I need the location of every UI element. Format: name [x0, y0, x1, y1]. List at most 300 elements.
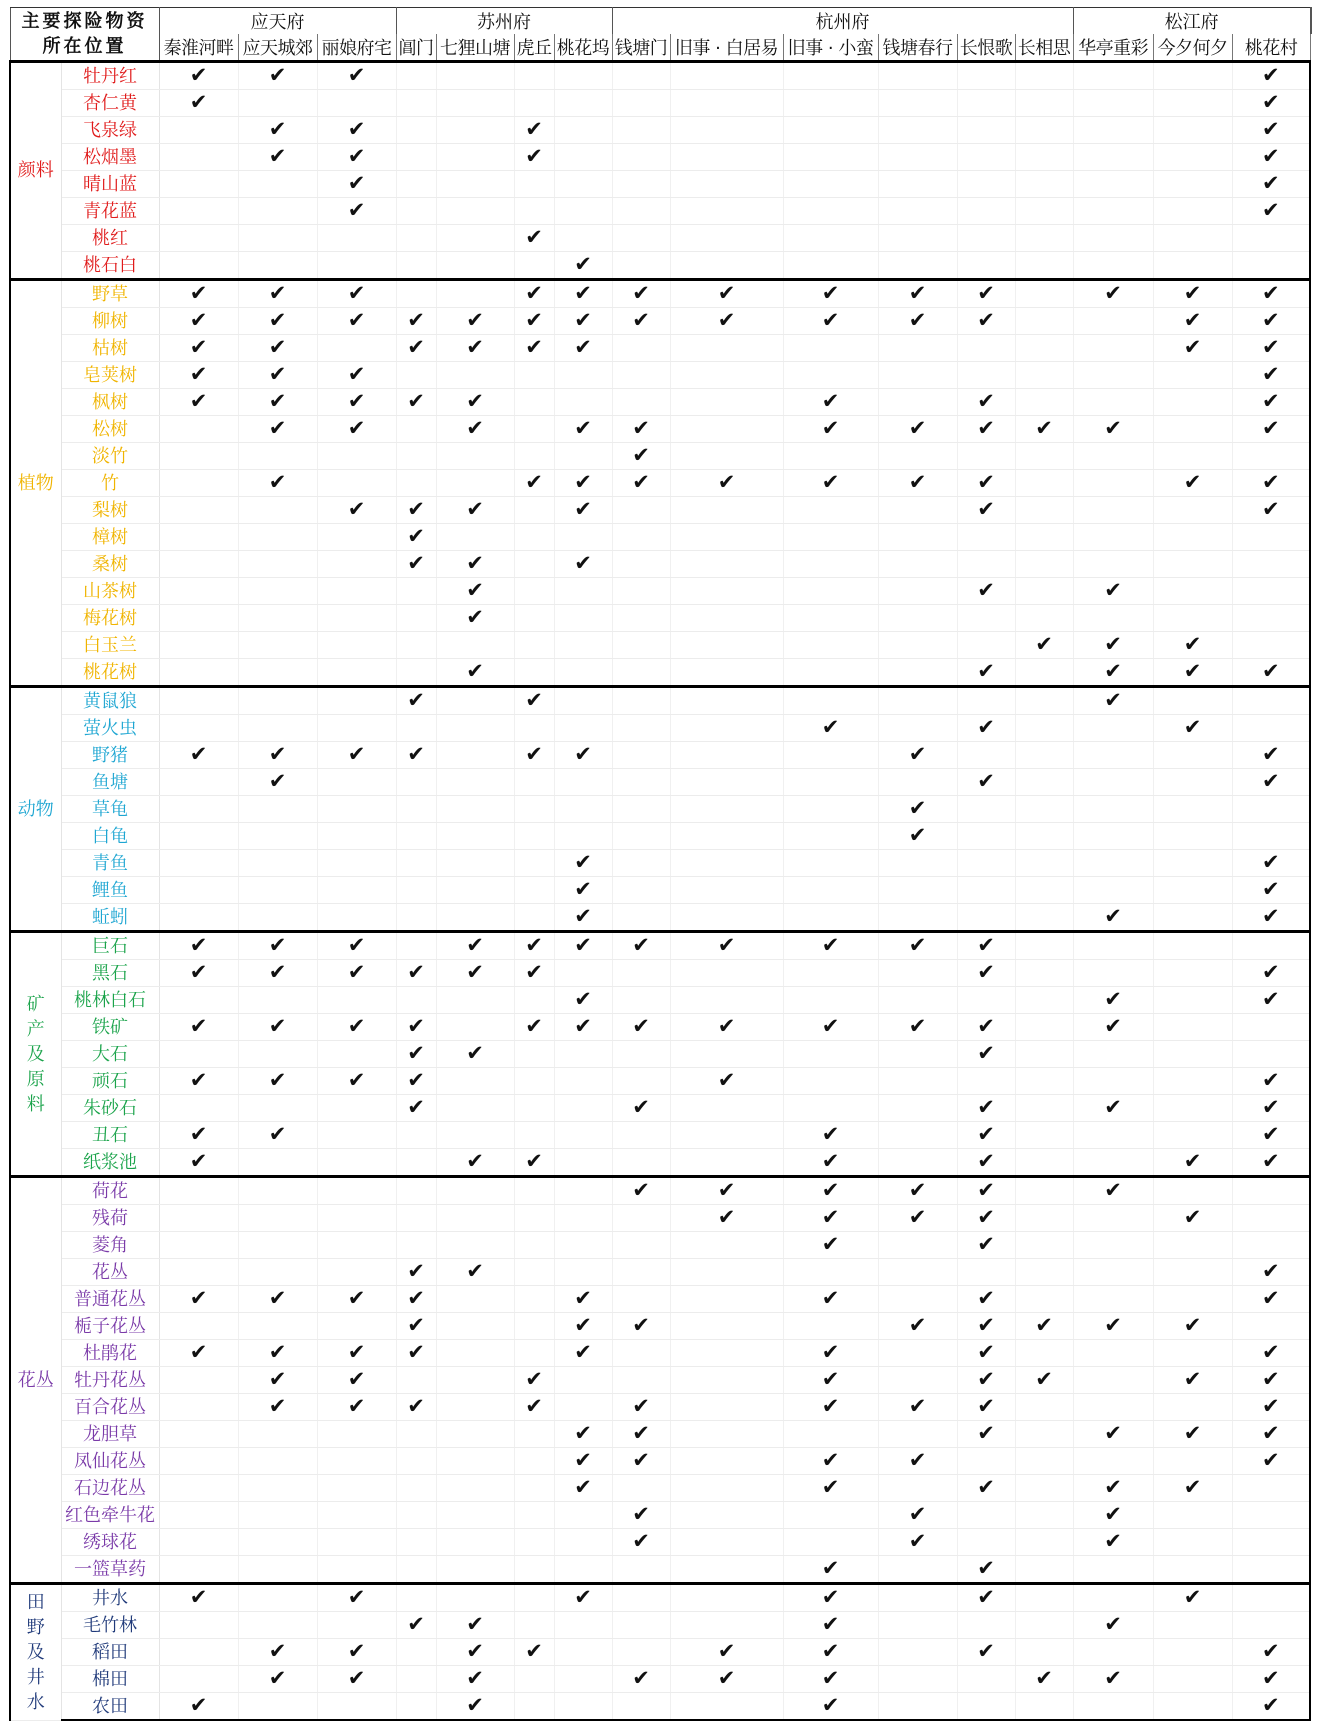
- check-mark-icon: ✔: [1183, 281, 1202, 305]
- availability-cell: [1153, 1367, 1232, 1394]
- availability-cell: [317, 987, 396, 1014]
- availability-cell: [783, 198, 878, 225]
- availability-cell: [317, 578, 396, 605]
- check-mark-icon: ✔: [574, 1286, 592, 1310]
- availability-cell: [670, 198, 783, 225]
- check-mark-icon: ✔: [268, 144, 287, 168]
- availability-cell: [1232, 1502, 1310, 1529]
- availability-cell: [1015, 1529, 1073, 1556]
- check-mark-icon: ✔: [347, 933, 366, 957]
- availability-cell: [1153, 524, 1232, 551]
- availability-cell: [436, 1556, 514, 1584]
- availability-cell: [1015, 335, 1073, 362]
- availability-cell: [1073, 1122, 1153, 1149]
- availability-cell: [1232, 1232, 1310, 1259]
- availability-cell: [436, 308, 514, 335]
- check-mark-icon: ✔: [1104, 281, 1122, 305]
- availability-cell: [783, 687, 878, 715]
- location-header: 钱塘门: [612, 34, 670, 62]
- check-mark-icon: ✔: [908, 308, 927, 332]
- check-mark-icon: ✔: [632, 1095, 650, 1119]
- location-header: 桃花村: [1232, 34, 1310, 62]
- check-mark-icon: ✔: [574, 933, 592, 957]
- availability-cell: [436, 904, 514, 932]
- check-mark-icon: ✔: [977, 1313, 995, 1337]
- table-row: [10, 551, 1312, 578]
- check-mark-icon: ✔: [1183, 659, 1202, 683]
- availability-cell: [436, 1068, 514, 1095]
- availability-cell: [238, 362, 317, 389]
- availability-cell: [1153, 280, 1232, 308]
- check-mark-icon: ✔: [347, 497, 366, 521]
- check-mark-icon: ✔: [1104, 1313, 1122, 1337]
- item-name: 柳树: [61, 308, 159, 335]
- check-mark-icon: ✔: [1183, 1585, 1202, 1609]
- check-mark-icon: ✔: [908, 416, 927, 440]
- category-label: 颜料: [10, 62, 61, 280]
- availability-cell: [238, 144, 317, 171]
- availability-cell: [159, 1584, 238, 1612]
- availability-cell: [1015, 850, 1073, 877]
- availability-cell: [159, 225, 238, 252]
- availability-cell: [783, 578, 878, 605]
- availability-cell: [1015, 362, 1073, 389]
- table-row: [10, 960, 1312, 987]
- availability-cell: [878, 198, 957, 225]
- availability-cell: [396, 850, 436, 877]
- availability-cell: [554, 769, 612, 796]
- availability-cell: [554, 1529, 612, 1556]
- availability-cell: [554, 605, 612, 632]
- availability-cell: [878, 1068, 957, 1095]
- availability-cell: [1232, 225, 1310, 252]
- availability-cell: [554, 632, 612, 659]
- location-header: 长恨歌: [957, 34, 1015, 62]
- availability-cell: [612, 280, 670, 308]
- availability-cell: [1015, 1584, 1073, 1612]
- availability-cell: [670, 659, 783, 687]
- availability-cell: [317, 389, 396, 416]
- check-mark-icon: ✔: [347, 281, 366, 305]
- availability-cell: [1232, 578, 1310, 605]
- availability-cell: [1015, 198, 1073, 225]
- availability-cell: [1073, 578, 1153, 605]
- check-mark-icon: ✔: [268, 1340, 287, 1364]
- availability-cell: [1153, 932, 1232, 960]
- availability-cell: [159, 1177, 238, 1205]
- availability-cell: [436, 1232, 514, 1259]
- location-header: 钱塘春行: [878, 34, 957, 62]
- availability-cell: [670, 1584, 783, 1612]
- availability-cell: [612, 578, 670, 605]
- availability-cell: [436, 1612, 514, 1639]
- availability-cell: [1153, 1639, 1232, 1666]
- availability-cell: [957, 1666, 1015, 1693]
- availability-cell: [396, 715, 436, 742]
- availability-cell: [514, 1394, 554, 1421]
- check-mark-icon: ✔: [1104, 632, 1122, 656]
- check-mark-icon: ✔: [977, 1149, 995, 1173]
- check-mark-icon: ✔: [717, 281, 736, 305]
- availability-cell: [878, 1502, 957, 1529]
- availability-cell: [396, 90, 436, 117]
- check-mark-icon: ✔: [632, 470, 650, 494]
- check-mark-icon: ✔: [821, 281, 840, 305]
- item-name: 牡丹花丛: [61, 1367, 159, 1394]
- availability-cell: [783, 960, 878, 987]
- availability-cell: [514, 1529, 554, 1556]
- table-row: [10, 252, 1312, 280]
- availability-cell: [317, 1448, 396, 1475]
- check-mark-icon: ✔: [821, 933, 840, 957]
- check-mark-icon: ✔: [1262, 416, 1280, 440]
- availability-cell: [1015, 1394, 1073, 1421]
- availability-cell: [957, 1448, 1015, 1475]
- availability-cell: [436, 497, 514, 524]
- availability-cell: [878, 1177, 957, 1205]
- check-mark-icon: ✔: [189, 1286, 208, 1310]
- item-name: 竹: [61, 470, 159, 497]
- availability-cell: [1153, 960, 1232, 987]
- check-mark-icon: ✔: [632, 1529, 650, 1553]
- check-mark-icon: ✔: [1262, 117, 1280, 141]
- check-mark-icon: ✔: [574, 742, 592, 766]
- availability-cell: [612, 144, 670, 171]
- check-mark-icon: ✔: [717, 1666, 736, 1690]
- availability-cell: [1232, 1693, 1310, 1721]
- check-mark-icon: ✔: [717, 1014, 736, 1038]
- availability-cell: [1153, 389, 1232, 416]
- availability-cell: [670, 932, 783, 960]
- check-mark-icon: ✔: [1104, 1095, 1122, 1119]
- availability-cell: [396, 551, 436, 578]
- check-mark-icon: ✔: [407, 1041, 425, 1065]
- table-row: [10, 1177, 1312, 1205]
- availability-cell: [1153, 796, 1232, 823]
- availability-cell: [1073, 198, 1153, 225]
- availability-cell: [783, 443, 878, 470]
- check-mark-icon: ✔: [268, 281, 287, 305]
- availability-cell: [1153, 171, 1232, 198]
- availability-cell: [554, 1367, 612, 1394]
- availability-cell: [238, 659, 317, 687]
- availability-cell: [317, 1666, 396, 1693]
- availability-cell: [396, 443, 436, 470]
- availability-cell: [396, 308, 436, 335]
- check-mark-icon: ✔: [908, 1178, 927, 1202]
- availability-cell: [159, 1340, 238, 1367]
- availability-cell: [670, 1205, 783, 1232]
- check-mark-icon: ✔: [908, 742, 927, 766]
- availability-cell: [317, 1421, 396, 1448]
- availability-cell: [957, 1693, 1015, 1721]
- availability-cell: [957, 659, 1015, 687]
- availability-cell: [957, 362, 1015, 389]
- availability-cell: [670, 252, 783, 280]
- availability-cell: [957, 1149, 1015, 1177]
- availability-cell: [1015, 280, 1073, 308]
- availability-cell: [317, 932, 396, 960]
- availability-cell: [514, 659, 554, 687]
- check-mark-icon: ✔: [189, 389, 208, 413]
- check-mark-icon: ✔: [632, 1178, 650, 1202]
- availability-cell: [957, 90, 1015, 117]
- check-mark-icon: ✔: [1183, 470, 1202, 494]
- availability-cell: [1153, 1259, 1232, 1286]
- availability-cell: [1153, 1421, 1232, 1448]
- availability-cell: [1153, 551, 1232, 578]
- availability-cell: [1232, 1612, 1310, 1639]
- check-mark-icon: ✔: [977, 1475, 995, 1499]
- availability-cell: [612, 1666, 670, 1693]
- check-mark-icon: ✔: [466, 1693, 484, 1717]
- availability-cell: [670, 1286, 783, 1313]
- availability-cell: [238, 1693, 317, 1721]
- availability-cell: [514, 171, 554, 198]
- availability-cell: [783, 62, 878, 90]
- check-mark-icon: ✔: [525, 742, 543, 766]
- availability-cell: [783, 470, 878, 497]
- check-mark-icon: ✔: [1183, 1313, 1202, 1337]
- availability-cell: [159, 551, 238, 578]
- availability-cell: [783, 877, 878, 904]
- availability-cell: [396, 932, 436, 960]
- availability-cell: [1073, 252, 1153, 280]
- corner-title-line-2: 所在位置: [42, 36, 127, 57]
- availability-cell: [317, 551, 396, 578]
- availability-cell: [1073, 632, 1153, 659]
- check-mark-icon: ✔: [1104, 416, 1122, 440]
- availability-cell: [1232, 1556, 1310, 1584]
- check-mark-icon: ✔: [268, 308, 287, 332]
- availability-cell: [436, 659, 514, 687]
- availability-cell: [1153, 1095, 1232, 1122]
- check-mark-icon: ✔: [268, 769, 287, 793]
- item-name: 杏仁黄: [61, 90, 159, 117]
- category-label: 植物: [10, 280, 61, 687]
- availability-cell: [317, 524, 396, 551]
- availability-cell: [317, 280, 396, 308]
- availability-cell: [878, 497, 957, 524]
- availability-cell: [957, 687, 1015, 715]
- check-mark-icon: ✔: [1262, 1068, 1280, 1092]
- availability-cell: [670, 443, 783, 470]
- check-mark-icon: ✔: [632, 1014, 650, 1038]
- availability-cell: [612, 1612, 670, 1639]
- check-mark-icon: ✔: [525, 117, 543, 141]
- availability-cell: [1015, 904, 1073, 932]
- availability-cell: [783, 1041, 878, 1068]
- availability-cell: [783, 225, 878, 252]
- table-row: [10, 362, 1312, 389]
- availability-cell: [1073, 1529, 1153, 1556]
- availability-cell: [1015, 769, 1073, 796]
- availability-cell: [159, 904, 238, 932]
- availability-cell: [783, 1149, 878, 1177]
- availability-cell: [554, 1584, 612, 1612]
- availability-cell: [514, 551, 554, 578]
- availability-cell: [514, 687, 554, 715]
- availability-cell: [1153, 987, 1232, 1014]
- availability-cell: [1232, 470, 1310, 497]
- availability-cell: [1073, 1095, 1153, 1122]
- availability-cell: [396, 280, 436, 308]
- availability-cell: [1015, 416, 1073, 443]
- availability-cell: [554, 362, 612, 389]
- availability-cell: [1015, 497, 1073, 524]
- availability-cell: [1232, 1286, 1310, 1313]
- availability-cell: [436, 90, 514, 117]
- availability-cell: [514, 605, 554, 632]
- availability-cell: [783, 1475, 878, 1502]
- check-mark-icon: ✔: [1183, 335, 1202, 359]
- check-mark-icon: ✔: [407, 960, 425, 984]
- availability-cell: [159, 605, 238, 632]
- availability-cell: [1073, 742, 1153, 769]
- availability-cell: [783, 280, 878, 308]
- table-row: [10, 605, 1312, 632]
- availability-cell: [514, 1149, 554, 1177]
- check-mark-icon: ✔: [347, 1666, 366, 1690]
- table-row: [10, 687, 1312, 715]
- availability-cell: [878, 1205, 957, 1232]
- availability-cell: [514, 90, 554, 117]
- item-name: 绣球花: [61, 1529, 159, 1556]
- check-mark-icon: ✔: [1104, 1475, 1122, 1499]
- availability-cell: [612, 117, 670, 144]
- availability-cell: [1153, 742, 1232, 769]
- item-name: 凤仙花丛: [61, 1448, 159, 1475]
- availability-cell: [1015, 687, 1073, 715]
- corner-title-line-1: 主要探险物资: [21, 11, 148, 32]
- check-mark-icon: ✔: [347, 1639, 366, 1663]
- availability-cell: [670, 578, 783, 605]
- check-mark-icon: ✔: [908, 1448, 927, 1472]
- availability-cell: [554, 1340, 612, 1367]
- availability-cell: [612, 1232, 670, 1259]
- availability-cell: [396, 225, 436, 252]
- check-mark-icon: ✔: [1104, 1612, 1122, 1636]
- availability-cell: [396, 1639, 436, 1666]
- check-mark-icon: ✔: [574, 470, 592, 494]
- availability-cell: [1073, 524, 1153, 551]
- availability-cell: [878, 1122, 957, 1149]
- availability-cell: [878, 443, 957, 470]
- availability-cell: [317, 1014, 396, 1041]
- availability-cell: [396, 1340, 436, 1367]
- availability-cell: [1232, 308, 1310, 335]
- availability-cell: [159, 90, 238, 117]
- availability-cell: [554, 823, 612, 850]
- availability-cell: [1073, 1394, 1153, 1421]
- availability-cell: [238, 551, 317, 578]
- availability-cell: [238, 1639, 317, 1666]
- availability-cell: [436, 335, 514, 362]
- check-mark-icon: ✔: [632, 1666, 650, 1690]
- availability-cell: [612, 252, 670, 280]
- table-row: [10, 1639, 1312, 1666]
- availability-cell: [159, 932, 238, 960]
- availability-cell: [878, 987, 957, 1014]
- availability-cell: [514, 497, 554, 524]
- availability-cell: [670, 497, 783, 524]
- table-row: [10, 742, 1312, 769]
- check-mark-icon: ✔: [189, 1068, 208, 1092]
- availability-cell: [159, 742, 238, 769]
- availability-cell: [159, 117, 238, 144]
- check-mark-icon: ✔: [908, 1529, 927, 1553]
- check-mark-icon: ✔: [977, 281, 995, 305]
- availability-cell: [1232, 605, 1310, 632]
- availability-cell: [238, 1014, 317, 1041]
- availability-cell: [670, 1639, 783, 1666]
- item-name: 皂荚树: [61, 362, 159, 389]
- table-row: [10, 335, 1312, 362]
- item-name: 桃林白石: [61, 987, 159, 1014]
- availability-cell: [1015, 1286, 1073, 1313]
- availability-cell: [878, 1639, 957, 1666]
- availability-cell: [436, 62, 514, 90]
- availability-cell: [159, 171, 238, 198]
- availability-cell: [783, 932, 878, 960]
- availability-cell: [783, 1014, 878, 1041]
- check-mark-icon: ✔: [525, 933, 543, 957]
- check-mark-icon: ✔: [821, 1585, 840, 1609]
- check-mark-icon: ✔: [466, 1259, 484, 1283]
- resource-location-sheet: [9, 7, 1312, 1721]
- check-mark-icon: ✔: [407, 1612, 425, 1636]
- check-mark-icon: ✔: [189, 960, 208, 984]
- availability-cell: [436, 1394, 514, 1421]
- availability-cell: [514, 1448, 554, 1475]
- availability-cell: [1232, 1421, 1310, 1448]
- check-mark-icon: ✔: [1262, 742, 1280, 766]
- availability-cell: [878, 62, 957, 90]
- availability-cell: [514, 470, 554, 497]
- availability-cell: [1073, 1149, 1153, 1177]
- check-mark-icon: ✔: [347, 1068, 366, 1092]
- check-mark-icon: ✔: [574, 904, 592, 928]
- availability-cell: [1153, 225, 1232, 252]
- availability-cell: [396, 1286, 436, 1313]
- availability-cell: [159, 1502, 238, 1529]
- check-mark-icon: ✔: [189, 742, 208, 766]
- availability-cell: [514, 252, 554, 280]
- check-mark-icon: ✔: [821, 1556, 840, 1580]
- availability-cell: [1153, 850, 1232, 877]
- availability-cell: [1073, 605, 1153, 632]
- availability-cell: [1015, 1448, 1073, 1475]
- availability-cell: [436, 1529, 514, 1556]
- availability-cell: [1073, 90, 1153, 117]
- availability-cell: [783, 1340, 878, 1367]
- availability-cell: [957, 416, 1015, 443]
- availability-cell: [670, 987, 783, 1014]
- table-row: [10, 62, 1312, 90]
- check-mark-icon: ✔: [821, 1205, 840, 1229]
- check-mark-icon: ✔: [407, 497, 425, 521]
- availability-cell: [1073, 1666, 1153, 1693]
- location-header-row: [10, 34, 1312, 62]
- check-mark-icon: ✔: [717, 1068, 736, 1092]
- availability-cell: [878, 280, 957, 308]
- check-mark-icon: ✔: [1035, 1313, 1053, 1337]
- availability-cell: [317, 117, 396, 144]
- availability-cell: [514, 1639, 554, 1666]
- check-mark-icon: ✔: [1262, 90, 1280, 114]
- availability-cell: [1153, 117, 1232, 144]
- availability-cell: [159, 144, 238, 171]
